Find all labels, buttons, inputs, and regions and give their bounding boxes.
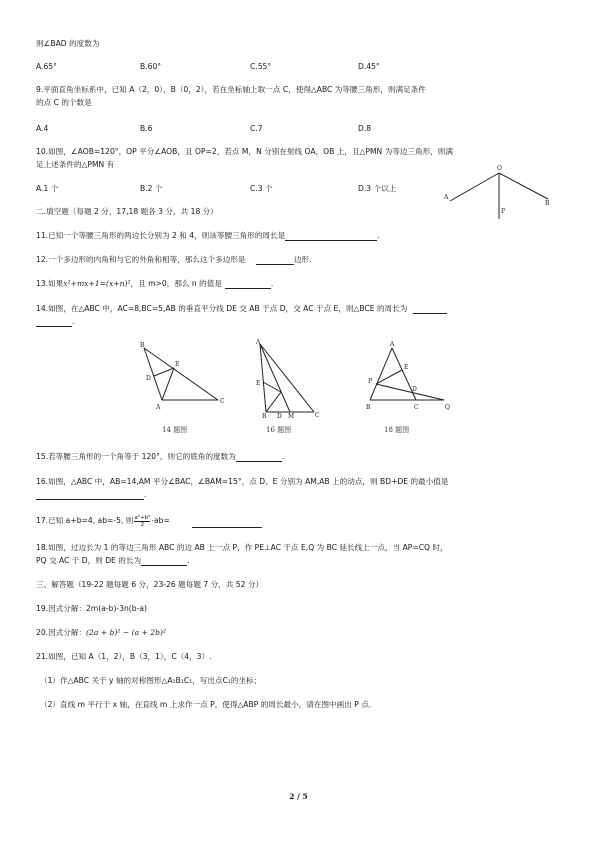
fig14-label-c: C [220,398,225,405]
q17-numerator: a²+b² [134,514,151,521]
fig-18 [362,340,456,412]
fig14-label-d: D [146,375,151,382]
fig18-label-d: D [412,386,417,393]
q10-option-c: C.3 个 [250,184,273,193]
q16-tail: . [144,490,147,499]
fig18-caption: 18 题图 [384,426,410,434]
fig18-label-q: Q [445,404,450,411]
q12-answer-blank[interactable] [256,256,294,265]
fig16-label-e: E [256,380,261,387]
ray-ob [499,173,548,199]
fig16-seg-bd [266,392,281,412]
q9-option-a: A.4 [36,124,49,133]
q20 [36,627,166,638]
label-o: O [497,165,502,172]
q14-text: 14.如图，在△ABC 中，AC=8,BC=5,AB 的垂直平分线 DE 交 AB 于点 D，交 AC 于点 E，则△BCE 的周长为 [36,304,408,313]
q11-text: 11.已知一个等腰三角形的两边长分别为 2 和 4，则该等腰三角形的周长是 [36,231,286,240]
q10-figure [444,163,554,225]
fig-16 [250,338,326,418]
q12-text: 12.一个多边形的内角和与它的外角和相等，那么这个多边形是 [36,255,246,264]
q15-text: 15.若等腰三角形的一个角等于 120°，则它的底角的度数为 [36,452,236,461]
q16-line1: 16.如图，△ABC 中，AB=14,AM 平分∠BAC，∠BAM=15°，点 D、E 分别为 AM,AB 上的动点，则 BD+DE 的最小值是 [36,477,449,486]
q13-answer-blank[interactable] [225,280,271,289]
fig18-label-a: A [390,341,395,348]
q10-line2: 足上述条件的△PMN 有 [36,160,115,169]
q11-answer-blank[interactable] [285,232,377,241]
fig16-seg-ed [263,382,281,392]
page-number: 2 / 5 [289,792,308,801]
q13: 13.如果x²+mx+1=(x+n)²，且 m>0，那么 n 的值是 . [36,279,274,288]
fig16-label-b: B [262,413,267,418]
fig16-seg-am [260,344,290,412]
q14-continued: . [36,316,74,327]
q18-line1: 18.如图，过边长为 1 的等边三角形 ABC 的边 AB 上一点 P，作 PE⊥AC 于点 E,Q 为 BC 延长线上一点，当 AP=CQ 时， [36,543,448,552]
q21-part1: （1）作△ABC 关于 y 轴的对称图形△A₁B₁C₁，写出点C₁的坐标； [40,676,262,685]
fig16-seg-ab [260,344,266,412]
fig14-label-b: B [140,342,145,349]
fig14-label-a: A [156,404,161,411]
q14 [36,303,447,314]
q8-option-c: C.55° [250,62,272,71]
q10-option-b: B.2 个 [140,184,163,193]
q12-after: 边形. [293,255,312,264]
q17-pre: 17.已知 a+b=4, ab=-5, 则 [36,516,134,525]
q18-answer-blank[interactable] [141,557,187,566]
q8-option-a: A.65° [36,62,57,71]
q21-line1: 21.如图，已知 A（1，2），B（3，1），C（4，3）. [36,652,212,661]
fig18-label-c: C [414,404,419,411]
section2-heading: 二.填空题（每题 2 分，17,18 题各 3 分，共 18 分） [36,207,218,216]
fig-14 [132,340,236,412]
q18-line2: PQ 交 AC 于 D，则 DE 的长为 . [36,556,190,565]
fig18-label-p: P [368,378,373,385]
q9-option-d: D.8 [358,124,372,133]
fig18-label-e: E [404,364,409,371]
fig16-label-m: M [288,413,295,418]
fig16-seg-ac [260,344,314,412]
fig16-label-c: C [315,412,320,418]
fig14-label-e: E [175,361,180,368]
q15: 15.若等腰三角形的一个角等于 120°，则它的底角的度数为 . [36,452,285,461]
q14-answer-blank-part2[interactable] [36,318,72,327]
q17-answer-blank[interactable] [192,519,262,528]
fig18-label-b: B [366,404,371,411]
fig14-seg-ac [144,348,218,400]
q9-line1: 9.平面直角坐标系中，已知 A（2，0），B（0，2），若在坐标轴上取一点 C，使得△ABC 为等腰三角形，则满足条件 [36,85,426,94]
fig16-label-d: D [277,413,282,418]
q8-tail: 则∠BAD 的度数为 [36,39,100,48]
label-p: P [501,208,506,215]
q18-text: PQ 交 AC 于 D，则 DE 的长为 [36,556,142,565]
fig18-seg-ab [370,348,392,400]
q9-line2: 的点 C 的个数是 [36,98,92,107]
ray-oa [450,173,499,201]
q19: 19.因式分解：2m(a-b)-3n(b-a) [36,604,147,613]
fig14-seg-be [162,368,174,400]
q17-fraction [134,515,150,528]
q10-option-a: A.1 个 [36,184,59,193]
q8-option-b: B.60° [140,62,162,71]
fig16-label-a: A [256,339,261,346]
q14-answer-blank-part1[interactable] [413,305,447,314]
q9-option-b: B.6 [140,124,153,133]
q13-pre: 13.如果 [36,279,64,288]
q10-option-d: D.3 个以上 [358,184,397,193]
q10-line1: 10.如图，∠AOB=120°，OP 平分∠AOB，且 OP=2，若点 M，N 分别在射线 OA，OB 上，且△PMN 为等边三角形，则满 [36,147,453,156]
q17-post: -ab= [151,516,170,525]
q16-answer-blank[interactable] [36,490,147,500]
q13-post: ，且 m>0，那么 n 的值是 [130,279,222,288]
fig14-caption: 14 题图 [162,426,188,434]
q17 [36,514,262,528]
label-b: B [545,200,550,207]
q15-answer-blank[interactable] [236,453,282,462]
q11: 11.已知一个等腰三角形的两边长分别为 2 和 4，则该等腰三角形的周长是 . [36,231,380,240]
q20-expr: (2a + b)² − (a + 2b)² [86,628,166,637]
q9-option-c: C.7 [250,124,263,133]
q16-line2 [36,489,146,500]
fig16-caption: 16 题图 [266,426,292,434]
q17-denominator: 2 [140,521,145,528]
q20-pre: 20.因式分解： [36,628,87,637]
q13-expr: x²+mx+1=(x+n)² [63,279,131,288]
q21-part2: （2）直线 m 平行于 x 轴，在直线 m 上求作一点 P，使得△ABP 的周长最小，请在图中画出 P 点. [40,700,372,709]
q8-option-d: D.45° [358,62,380,71]
section3-heading: 三、解答题（19-22 题每题 6 分，23-26 题每题 7 分，共 52 分） [36,580,264,589]
q12 [36,254,312,265]
label-a: A [444,194,449,201]
